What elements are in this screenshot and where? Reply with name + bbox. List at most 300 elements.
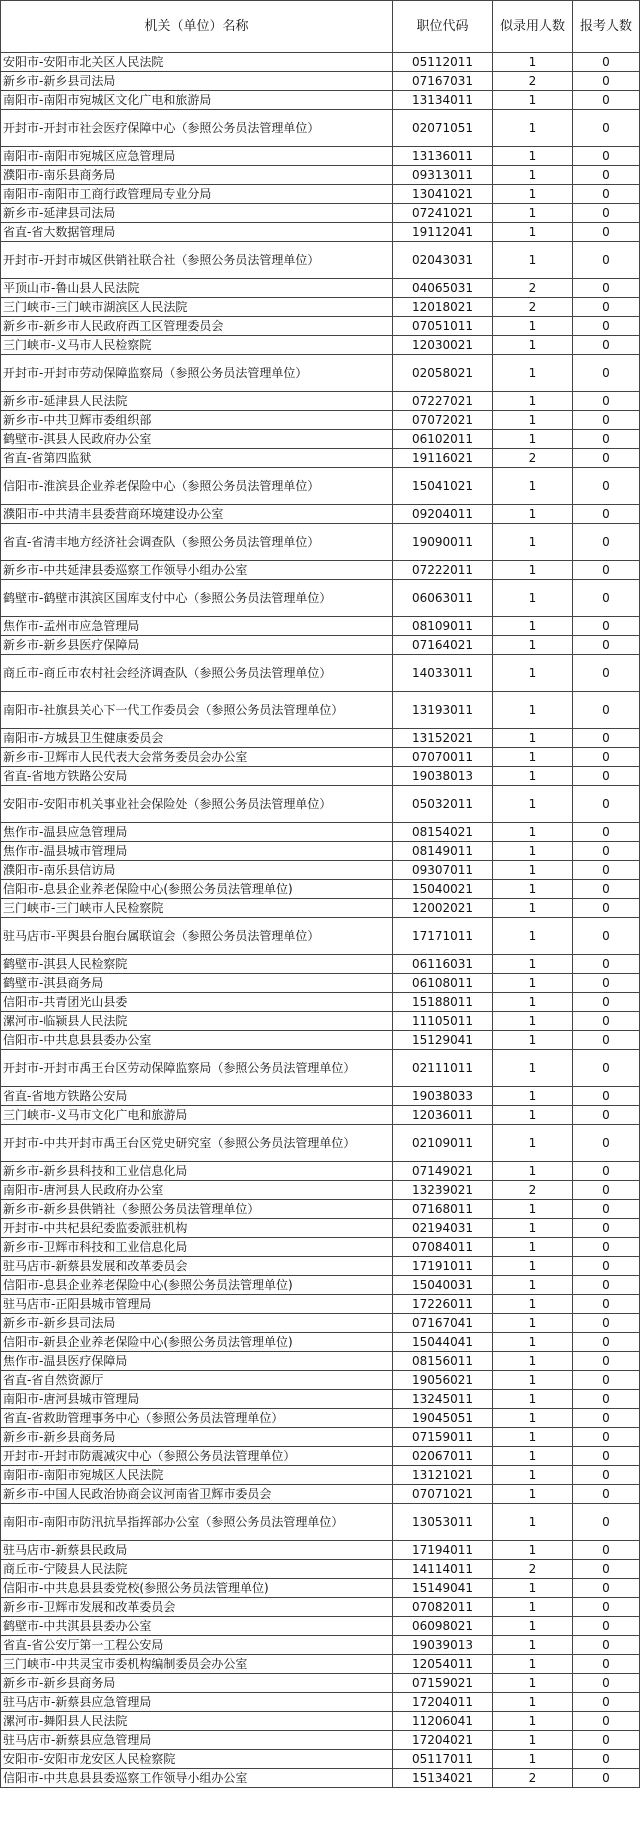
planned-hires-cell: 1 bbox=[493, 392, 573, 411]
position-code-cell: 17191011 bbox=[393, 1257, 493, 1276]
position-code-cell: 14033011 bbox=[393, 655, 493, 692]
applicant-count-cell: 0 bbox=[573, 505, 640, 524]
unit-name-cell: 焦作市-温县应急管理局 bbox=[1, 823, 393, 842]
unit-name-cell: 濮阳市-中共清丰县委营商环境建设办公室 bbox=[1, 505, 393, 524]
table-row bbox=[1, 1371, 640, 1390]
unit-name-cell: 三门峡市-义马市文化广电和旅游局 bbox=[1, 1106, 393, 1125]
position-code-cell: 12036011 bbox=[393, 1106, 493, 1125]
table-row bbox=[1, 1447, 640, 1466]
position-code-cell: 06098021 bbox=[393, 1617, 493, 1636]
unit-name-cell: 鹤壁市-中共淇县县委办公室 bbox=[1, 1617, 393, 1636]
applicant-count-cell: 0 bbox=[573, 110, 640, 147]
applicant-count-cell: 0 bbox=[573, 72, 640, 91]
position-code-cell: 07084011 bbox=[393, 1238, 493, 1257]
planned-hires-cell: 1 bbox=[493, 899, 573, 918]
planned-hires-cell: 1 bbox=[493, 617, 573, 636]
unit-name-cell: 南阳市-社旗县关心下一代工作委员会（参照公务员法管理单位） bbox=[1, 692, 393, 729]
position-code-cell: 07227021 bbox=[393, 392, 493, 411]
table-row bbox=[1, 842, 640, 861]
table-row bbox=[1, 1314, 640, 1333]
planned-hires-cell: 1 bbox=[493, 767, 573, 786]
unit-name-cell: 新乡市-新乡市人民政府西工区管理委员会 bbox=[1, 317, 393, 336]
applicant-count-cell: 0 bbox=[573, 974, 640, 993]
position-code-cell: 19045051 bbox=[393, 1409, 493, 1428]
position-code-cell: 07051011 bbox=[393, 317, 493, 336]
applicant-count-cell: 0 bbox=[573, 1162, 640, 1181]
unit-name-cell: 驻马店市-新蔡县应急管理局 bbox=[1, 1693, 393, 1712]
planned-hires-cell: 1 bbox=[493, 1238, 573, 1257]
applicant-count-cell: 0 bbox=[573, 842, 640, 861]
planned-hires-cell: 1 bbox=[493, 1219, 573, 1238]
position-code-cell: 13245011 bbox=[393, 1390, 493, 1409]
unit-name-cell: 信阳市-共青团光山县委 bbox=[1, 993, 393, 1012]
position-code-cell: 05117011 bbox=[393, 1750, 493, 1769]
table-row bbox=[1, 1106, 640, 1125]
applicant-count-cell: 0 bbox=[573, 91, 640, 110]
header-applicants: 报考人数 bbox=[573, 1, 640, 53]
table-row bbox=[1, 166, 640, 185]
table-row bbox=[1, 899, 640, 918]
planned-hires-cell: 1 bbox=[493, 1333, 573, 1352]
table-row bbox=[1, 1352, 640, 1371]
table-row bbox=[1, 147, 640, 166]
table-row bbox=[1, 1031, 640, 1050]
unit-name-cell: 新乡市-中国人民政治协商会议河南省卫辉市委员会 bbox=[1, 1485, 393, 1504]
position-code-cell: 19112041 bbox=[393, 223, 493, 242]
unit-name-cell: 南阳市-南阳市工商行政管理局专业分局 bbox=[1, 185, 393, 204]
table-row bbox=[1, 1276, 640, 1295]
planned-hires-cell: 1 bbox=[493, 1617, 573, 1636]
unit-name-cell: 安阳市-安阳市北关区人民法院 bbox=[1, 53, 393, 72]
applicant-count-cell: 0 bbox=[573, 1447, 640, 1466]
planned-hires-cell: 1 bbox=[493, 411, 573, 430]
table-row bbox=[1, 1219, 640, 1238]
applicant-count-cell: 0 bbox=[573, 1693, 640, 1712]
applicant-count-cell: 0 bbox=[573, 899, 640, 918]
applicant-count-cell: 0 bbox=[573, 1598, 640, 1617]
table-row bbox=[1, 880, 640, 899]
position-code-cell: 12054011 bbox=[393, 1655, 493, 1674]
planned-hires-cell: 1 bbox=[493, 1314, 573, 1333]
unit-name-cell: 濮阳市-南乐县商务局 bbox=[1, 166, 393, 185]
unit-name-cell: 新乡市-中共卫辉市委组织部 bbox=[1, 411, 393, 430]
unit-name-cell: 开封市-开封市社会医疗保障中心（参照公务员法管理单位） bbox=[1, 110, 393, 147]
position-code-cell: 06116031 bbox=[393, 955, 493, 974]
applicant-count-cell: 0 bbox=[573, 1295, 640, 1314]
applicant-count-cell: 0 bbox=[573, 1674, 640, 1693]
table-row bbox=[1, 1238, 640, 1257]
planned-hires-cell: 1 bbox=[493, 1352, 573, 1371]
planned-hires-cell: 1 bbox=[493, 1541, 573, 1560]
position-code-cell: 09204011 bbox=[393, 505, 493, 524]
planned-hires-cell: 1 bbox=[493, 1012, 573, 1031]
position-code-cell: 04065031 bbox=[393, 279, 493, 298]
unit-name-cell: 焦作市-孟州市应急管理局 bbox=[1, 617, 393, 636]
planned-hires-cell: 1 bbox=[493, 1409, 573, 1428]
header-position-code: 职位代码 bbox=[393, 1, 493, 53]
applicant-count-cell: 0 bbox=[573, 1200, 640, 1219]
unit-name-cell: 新乡市-新乡县商务局 bbox=[1, 1674, 393, 1693]
unit-name-cell: 开封市-开封市禹王台区劳动保障监察局（参照公务员法管理单位） bbox=[1, 1050, 393, 1087]
table-row bbox=[1, 1636, 640, 1655]
unit-name-cell: 新乡市-新乡县司法局 bbox=[1, 72, 393, 91]
applicant-count-cell: 0 bbox=[573, 1012, 640, 1031]
unit-name-cell: 驻马店市-新蔡县民政局 bbox=[1, 1541, 393, 1560]
unit-name-cell: 开封市-开封市劳动保障监察局（参照公务员法管理单位） bbox=[1, 355, 393, 392]
header-planned-hires: 似录用人数 bbox=[493, 1, 573, 53]
position-code-cell: 07082011 bbox=[393, 1598, 493, 1617]
planned-hires-cell: 1 bbox=[493, 1125, 573, 1162]
table-row bbox=[1, 279, 640, 298]
table-row bbox=[1, 1466, 640, 1485]
planned-hires-cell: 1 bbox=[493, 1371, 573, 1390]
table-row bbox=[1, 185, 640, 204]
position-code-cell: 15188011 bbox=[393, 993, 493, 1012]
unit-name-cell: 省直-省清丰地方经济社会调查队（参照公务员法管理单位） bbox=[1, 524, 393, 561]
table-row bbox=[1, 1409, 640, 1428]
planned-hires-cell: 1 bbox=[493, 1106, 573, 1125]
unit-name-cell: 濮阳市-南乐县信访局 bbox=[1, 861, 393, 880]
applicant-count-cell: 0 bbox=[573, 1485, 640, 1504]
position-code-cell: 15040031 bbox=[393, 1276, 493, 1295]
unit-name-cell: 开封市-中共开封市禹王台区党史研究室（参照公务员法管理单位） bbox=[1, 1125, 393, 1162]
table-row bbox=[1, 1598, 640, 1617]
table-row bbox=[1, 861, 640, 880]
unit-name-cell: 鹤壁市-淇县人民政府办公室 bbox=[1, 430, 393, 449]
planned-hires-cell: 1 bbox=[493, 1731, 573, 1750]
table-row bbox=[1, 1333, 640, 1352]
planned-hires-cell: 1 bbox=[493, 204, 573, 223]
position-code-cell: 02111011 bbox=[393, 1050, 493, 1087]
applicant-count-cell: 0 bbox=[573, 955, 640, 974]
table-row bbox=[1, 1257, 640, 1276]
position-code-cell: 07072021 bbox=[393, 411, 493, 430]
planned-hires-cell: 1 bbox=[493, 1050, 573, 1087]
planned-hires-cell: 1 bbox=[493, 1447, 573, 1466]
header-unit-name: 机关（单位）名称 bbox=[1, 1, 393, 53]
planned-hires-cell: 1 bbox=[493, 317, 573, 336]
planned-hires-cell: 1 bbox=[493, 636, 573, 655]
table-row bbox=[1, 767, 640, 786]
position-code-cell: 02043031 bbox=[393, 242, 493, 279]
position-code-cell: 17204011 bbox=[393, 1693, 493, 1712]
position-code-cell: 07167031 bbox=[393, 72, 493, 91]
applicant-count-cell: 0 bbox=[573, 1181, 640, 1200]
unit-name-cell: 信阳市-中共息县县委办公室 bbox=[1, 1031, 393, 1050]
table-row bbox=[1, 1750, 640, 1769]
unit-name-cell: 新乡市-新乡县科技和工业信息化局 bbox=[1, 1162, 393, 1181]
position-code-cell: 02109011 bbox=[393, 1125, 493, 1162]
table-row bbox=[1, 1674, 640, 1693]
applicant-count-cell: 0 bbox=[573, 317, 640, 336]
table-row bbox=[1, 729, 640, 748]
position-code-cell: 08156011 bbox=[393, 1352, 493, 1371]
unit-name-cell: 平顶山市-鲁山县人民法院 bbox=[1, 279, 393, 298]
applicant-count-cell: 0 bbox=[573, 636, 640, 655]
table-row bbox=[1, 468, 640, 505]
planned-hires-cell: 1 bbox=[493, 692, 573, 729]
applicant-count-cell: 0 bbox=[573, 279, 640, 298]
unit-name-cell: 南阳市-南阳市防汛抗旱指挥部办公室（参照公务员法管理单位） bbox=[1, 1504, 393, 1541]
table-row bbox=[1, 524, 640, 561]
table-row bbox=[1, 655, 640, 692]
position-code-cell: 19116021 bbox=[393, 449, 493, 468]
table-row bbox=[1, 505, 640, 524]
table-row bbox=[1, 204, 640, 223]
table-row bbox=[1, 974, 640, 993]
planned-hires-cell: 1 bbox=[493, 561, 573, 580]
applicant-count-cell: 0 bbox=[573, 166, 640, 185]
planned-hires-cell: 1 bbox=[493, 1655, 573, 1674]
position-code-cell: 17194011 bbox=[393, 1541, 493, 1560]
table-row bbox=[1, 1050, 640, 1087]
unit-name-cell: 新乡市-新乡县司法局 bbox=[1, 1314, 393, 1333]
unit-name-cell: 新乡市-延津县司法局 bbox=[1, 204, 393, 223]
planned-hires-cell: 1 bbox=[493, 1466, 573, 1485]
position-code-cell: 13121021 bbox=[393, 1466, 493, 1485]
table-row bbox=[1, 72, 640, 91]
position-code-cell: 07159011 bbox=[393, 1428, 493, 1447]
position-code-cell: 11105011 bbox=[393, 1012, 493, 1031]
planned-hires-cell: 1 bbox=[493, 1295, 573, 1314]
unit-name-cell: 省直-省地方铁路公安局 bbox=[1, 1087, 393, 1106]
applicant-count-cell: 0 bbox=[573, 298, 640, 317]
applicant-count-cell: 0 bbox=[573, 449, 640, 468]
unit-name-cell: 驻马店市-正阳县城市管理局 bbox=[1, 1295, 393, 1314]
position-code-cell: 02194031 bbox=[393, 1219, 493, 1238]
planned-hires-cell: 1 bbox=[493, 468, 573, 505]
table-header bbox=[1, 1, 640, 53]
planned-hires-cell: 2 bbox=[493, 1181, 573, 1200]
table-row bbox=[1, 1504, 640, 1541]
planned-hires-cell: 1 bbox=[493, 505, 573, 524]
position-code-cell: 02071051 bbox=[393, 110, 493, 147]
table-row bbox=[1, 1087, 640, 1106]
position-code-cell: 08149011 bbox=[393, 842, 493, 861]
position-code-cell: 15129041 bbox=[393, 1031, 493, 1050]
unit-name-cell: 南阳市-唐河县人民政府办公室 bbox=[1, 1181, 393, 1200]
planned-hires-cell: 1 bbox=[493, 955, 573, 974]
table-row bbox=[1, 1655, 640, 1674]
unit-name-cell: 省直-省自然资源厅 bbox=[1, 1371, 393, 1390]
planned-hires-cell: 1 bbox=[493, 918, 573, 955]
applicant-count-cell: 0 bbox=[573, 1238, 640, 1257]
applicant-count-cell: 0 bbox=[573, 242, 640, 279]
applicant-count-cell: 0 bbox=[573, 1712, 640, 1731]
position-code-cell: 06102011 bbox=[393, 430, 493, 449]
unit-name-cell: 驻马店市-平舆县台胞台属联谊会（参照公务员法管理单位） bbox=[1, 918, 393, 955]
position-code-cell: 07149021 bbox=[393, 1162, 493, 1181]
unit-name-cell: 开封市-开封市城区供销社联合社（参照公务员法管理单位） bbox=[1, 242, 393, 279]
position-code-cell: 15149041 bbox=[393, 1579, 493, 1598]
applicant-count-cell: 0 bbox=[573, 1219, 640, 1238]
planned-hires-cell: 1 bbox=[493, 1598, 573, 1617]
unit-name-cell: 省直-省地方铁路公安局 bbox=[1, 767, 393, 786]
position-code-cell: 12030021 bbox=[393, 336, 493, 355]
applicant-count-cell: 0 bbox=[573, 1333, 640, 1352]
table-row bbox=[1, 298, 640, 317]
unit-name-cell: 新乡市-卫辉市人民代表大会常务委员会办公室 bbox=[1, 748, 393, 767]
table-row bbox=[1, 430, 640, 449]
table-row bbox=[1, 1712, 640, 1731]
table-row bbox=[1, 636, 640, 655]
applicant-count-cell: 0 bbox=[573, 1087, 640, 1106]
table-row bbox=[1, 1200, 640, 1219]
planned-hires-cell: 1 bbox=[493, 1485, 573, 1504]
position-code-cell: 06108011 bbox=[393, 974, 493, 993]
unit-name-cell: 鹤壁市-淇县人民检察院 bbox=[1, 955, 393, 974]
applicant-count-cell: 0 bbox=[573, 430, 640, 449]
applicant-count-cell: 0 bbox=[573, 223, 640, 242]
table-row bbox=[1, 449, 640, 468]
table-row bbox=[1, 1541, 640, 1560]
applicant-count-cell: 0 bbox=[573, 1731, 640, 1750]
unit-name-cell: 焦作市-温县医疗保障局 bbox=[1, 1352, 393, 1371]
position-code-cell: 13239021 bbox=[393, 1181, 493, 1200]
table-row bbox=[1, 53, 640, 72]
unit-name-cell: 新乡市-新乡县商务局 bbox=[1, 1428, 393, 1447]
planned-hires-cell: 1 bbox=[493, 524, 573, 561]
applicant-count-cell: 0 bbox=[573, 1541, 640, 1560]
applicant-count-cell: 0 bbox=[573, 147, 640, 166]
table-row bbox=[1, 91, 640, 110]
position-code-cell: 07222011 bbox=[393, 561, 493, 580]
planned-hires-cell: 1 bbox=[493, 861, 573, 880]
unit-name-cell: 信阳市-息县企业养老保险中心(参照公务员法管理单位) bbox=[1, 880, 393, 899]
position-code-cell: 07164021 bbox=[393, 636, 493, 655]
applicant-count-cell: 0 bbox=[573, 468, 640, 505]
unit-name-cell: 开封市-中共杞县纪委监委派驻机构 bbox=[1, 1219, 393, 1238]
planned-hires-cell: 1 bbox=[493, 842, 573, 861]
unit-name-cell: 漯河市-舞阳县人民法院 bbox=[1, 1712, 393, 1731]
position-code-cell: 19056021 bbox=[393, 1371, 493, 1390]
applicant-count-cell: 0 bbox=[573, 1031, 640, 1050]
planned-hires-cell: 1 bbox=[493, 729, 573, 748]
planned-hires-cell: 1 bbox=[493, 242, 573, 279]
table-row bbox=[1, 1162, 640, 1181]
table-row bbox=[1, 1579, 640, 1598]
applicant-count-cell: 0 bbox=[573, 53, 640, 72]
planned-hires-cell: 1 bbox=[493, 1257, 573, 1276]
applicant-count-cell: 0 bbox=[573, 1106, 640, 1125]
unit-name-cell: 新乡市-中共延津县委巡察工作领导小组办公室 bbox=[1, 561, 393, 580]
planned-hires-cell: 1 bbox=[493, 1087, 573, 1106]
unit-name-cell: 信阳市-息县企业养老保险中心(参照公务员法管理单位) bbox=[1, 1276, 393, 1295]
unit-name-cell: 三门峡市-三门峡市湖滨区人民法院 bbox=[1, 298, 393, 317]
table-row bbox=[1, 561, 640, 580]
planned-hires-cell: 2 bbox=[493, 72, 573, 91]
planned-hires-cell: 1 bbox=[493, 110, 573, 147]
applicant-count-cell: 0 bbox=[573, 823, 640, 842]
applicant-count-cell: 0 bbox=[573, 692, 640, 729]
position-code-cell: 07167041 bbox=[393, 1314, 493, 1333]
applicant-count-cell: 0 bbox=[573, 729, 640, 748]
position-code-cell: 11206041 bbox=[393, 1712, 493, 1731]
planned-hires-cell: 1 bbox=[493, 880, 573, 899]
table-row bbox=[1, 1731, 640, 1750]
unit-name-cell: 南阳市-南阳市宛城区应急管理局 bbox=[1, 147, 393, 166]
applicant-count-cell: 0 bbox=[573, 355, 640, 392]
applicant-count-cell: 0 bbox=[573, 1409, 640, 1428]
position-code-cell: 07070011 bbox=[393, 748, 493, 767]
unit-name-cell: 新乡市-延津县人民法院 bbox=[1, 392, 393, 411]
table-row bbox=[1, 223, 640, 242]
table-row bbox=[1, 955, 640, 974]
table-row bbox=[1, 1769, 640, 1788]
unit-name-cell: 鹤壁市-淇县商务局 bbox=[1, 974, 393, 993]
planned-hires-cell: 1 bbox=[493, 1712, 573, 1731]
header-row bbox=[1, 1, 640, 53]
unit-name-cell: 商丘市-商丘市农村社会经济调查队（参照公务员法管理单位） bbox=[1, 655, 393, 692]
unit-name-cell: 信阳市-新县企业养老保险中心(参照公务员法管理单位) bbox=[1, 1333, 393, 1352]
unit-name-cell: 驻马店市-新蔡县应急管理局 bbox=[1, 1731, 393, 1750]
unit-name-cell: 三门峡市-中共灵宝市委机构编制委员会办公室 bbox=[1, 1655, 393, 1674]
unit-name-cell: 信阳市-淮滨县企业养老保险中心（参照公务员法管理单位） bbox=[1, 468, 393, 505]
table-row bbox=[1, 786, 640, 823]
table-row bbox=[1, 336, 640, 355]
table-row bbox=[1, 823, 640, 842]
applicant-count-cell: 0 bbox=[573, 1655, 640, 1674]
planned-hires-cell: 1 bbox=[493, 147, 573, 166]
unit-name-cell: 三门峡市-义马市人民检察院 bbox=[1, 336, 393, 355]
applicant-count-cell: 0 bbox=[573, 1636, 640, 1655]
planned-hires-cell: 1 bbox=[493, 1579, 573, 1598]
planned-hires-cell: 1 bbox=[493, 91, 573, 110]
planned-hires-cell: 1 bbox=[493, 823, 573, 842]
planned-hires-cell: 1 bbox=[493, 1693, 573, 1712]
table-row bbox=[1, 1012, 640, 1031]
position-code-cell: 17204021 bbox=[393, 1731, 493, 1750]
table-row bbox=[1, 580, 640, 617]
table-row bbox=[1, 748, 640, 767]
position-code-cell: 13152021 bbox=[393, 729, 493, 748]
table-row bbox=[1, 392, 640, 411]
unit-name-cell: 漯河市-临颍县人民法院 bbox=[1, 1012, 393, 1031]
planned-hires-cell: 2 bbox=[493, 1560, 573, 1579]
unit-name-cell: 三门峡市-三门峡市人民检察院 bbox=[1, 899, 393, 918]
planned-hires-cell: 1 bbox=[493, 223, 573, 242]
planned-hires-cell: 1 bbox=[493, 748, 573, 767]
applicant-count-cell: 0 bbox=[573, 204, 640, 223]
applicant-count-cell: 0 bbox=[573, 1125, 640, 1162]
planned-hires-cell: 1 bbox=[493, 1162, 573, 1181]
unit-name-cell: 信阳市-中共息县县委巡察工作领导小组办公室 bbox=[1, 1769, 393, 1788]
applicant-count-cell: 0 bbox=[573, 1504, 640, 1541]
applicant-count-cell: 0 bbox=[573, 1769, 640, 1788]
planned-hires-cell: 1 bbox=[493, 993, 573, 1012]
position-code-cell: 15044041 bbox=[393, 1333, 493, 1352]
position-code-cell: 15041021 bbox=[393, 468, 493, 505]
table-row bbox=[1, 355, 640, 392]
unit-name-cell: 南阳市-方城县卫生健康委员会 bbox=[1, 729, 393, 748]
unit-name-cell: 省直-省大数据管理局 bbox=[1, 223, 393, 242]
table-row bbox=[1, 242, 640, 279]
position-code-cell: 05032011 bbox=[393, 786, 493, 823]
position-code-cell: 17171011 bbox=[393, 918, 493, 955]
unit-name-cell: 新乡市-新乡县医疗保障局 bbox=[1, 636, 393, 655]
position-code-cell: 07159021 bbox=[393, 1674, 493, 1693]
planned-hires-cell: 1 bbox=[493, 185, 573, 204]
applicant-count-cell: 0 bbox=[573, 1750, 640, 1769]
planned-hires-cell: 1 bbox=[493, 1428, 573, 1447]
unit-name-cell: 南阳市-南阳市宛城区文化广电和旅游局 bbox=[1, 91, 393, 110]
position-code-cell: 09313011 bbox=[393, 166, 493, 185]
applicant-count-cell: 0 bbox=[573, 561, 640, 580]
applicant-count-cell: 0 bbox=[573, 336, 640, 355]
applicant-count-cell: 0 bbox=[573, 655, 640, 692]
applicant-count-cell: 0 bbox=[573, 1390, 640, 1409]
table-row bbox=[1, 1428, 640, 1447]
